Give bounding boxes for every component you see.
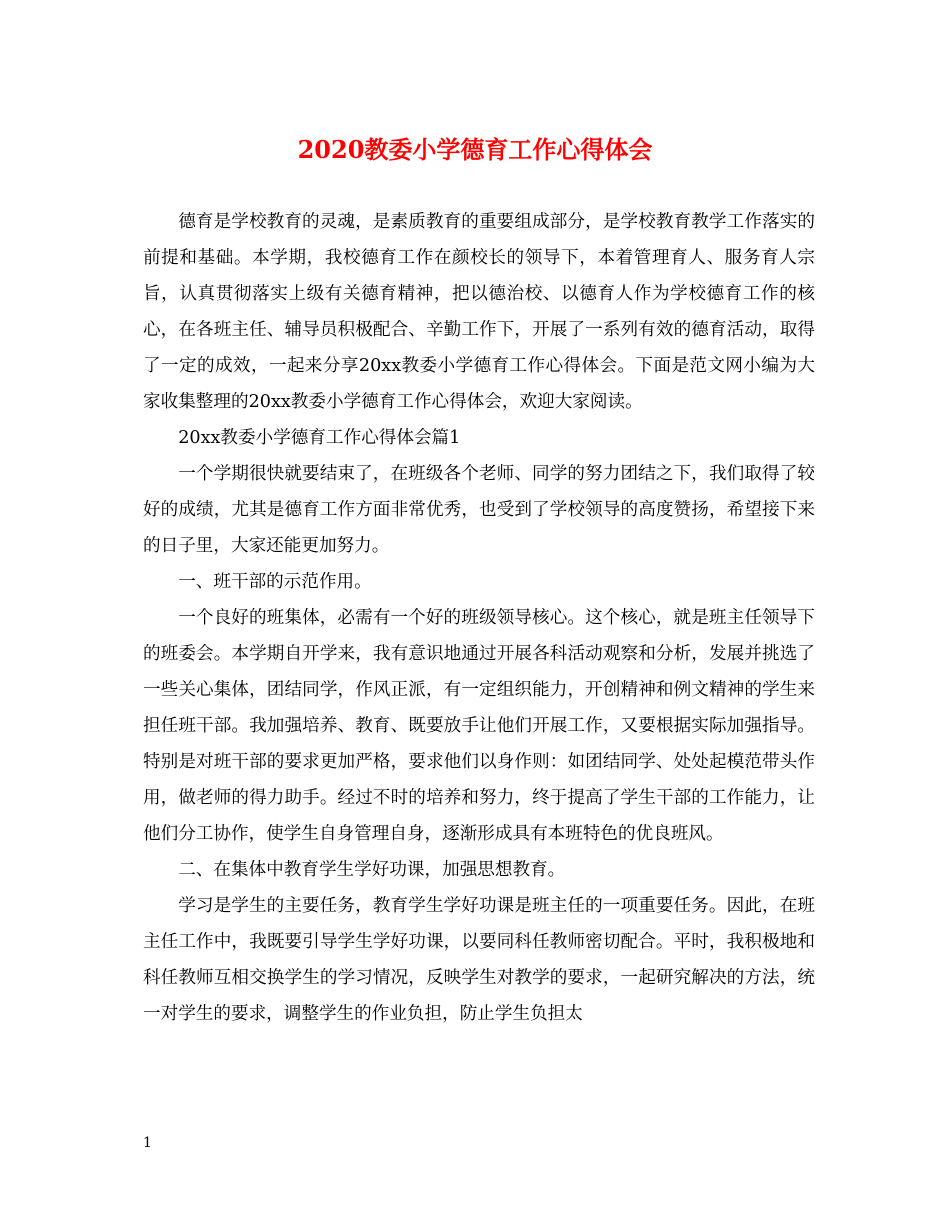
paragraph: 一个学期很快就要结束了，在班级各个老师、同学的努力团结之下，我们取得了较好的成绩，尤其是德育工作方面非常优秀，也受到了学校领导的高度赞扬，希望接下来的日子里，大家还能更加努力。 (143, 464, 815, 556)
paragraph: 一个良好的班集体，必需有一个好的班级领导核心。这个核心，就是班主任领导下的班委会。本学期自开学来，我有意识地通过开展各科活动观察和分析，发展并挑选了一些关心集体，团结同学，作风正派，有一定组织能力，开创精神和例文精神的学生来担任班干部。我加强培养、教育、既要放手让他们开展工作，又要根据实际加强指导。特别是对班干部的要求更加严格，要求他们以身作则：如团结同学、处处起模范带头作用，做老师的得力助手。经过不时的培养和努力，终于提高了学生干部的工作能力，让他们分工协作，使学生自身管理自身，逐渐形成具有本班特色的优良班风。 (143, 608, 815, 844)
paragraph: 学习是学生的主要任务，教育学生学好功课是班主任的一项重要任务。因此，在班主任工作中，我既要引导学生学好功课，以要同科任教师密切配合。平时，我积极地和科任教师互相交换学生的学习情况，反映学生对教学的要求，一起研究解决的方法，统一对学生的要求，调整学生的作业负担，防止学生负担太 (143, 896, 815, 1024)
paragraph-heading-1: 一、班干部的示范作用。 (178, 572, 372, 592)
document-title: 2020教委小学德育工作心得体会 (297, 135, 653, 164)
paragraph-heading-2: 二、在集体中教育学生学好功课，加强思想教育。 (178, 860, 566, 880)
paragraph-intro: 德育是学校教育的灵魂，是素质教育的重要组成部分，是学校教育教学工作落实的前提和基础。本学期，我校德育工作在颜校长的领导下，本着管理育人、服务育人宗旨，认真贯彻落实上级有关德育精神，把以德治校、以德育人作为学校德育工作的核心，在各班主任、辅导员积极配合、辛勤工作下，开展了一系列有效的德育活动，取得了一定的成效，一起来分享20xx教委小学德育工作心得体会。下面是范文网小编为大家收集整理的20xx教委小学德育工作心得体会，欢迎大家阅读。 (143, 212, 815, 412)
document-body (143, 204, 815, 1032)
paragraph-section-heading: 20xx教委小学德育工作心得体会篇1 (178, 428, 461, 448)
page-number: 1 (143, 1135, 152, 1151)
